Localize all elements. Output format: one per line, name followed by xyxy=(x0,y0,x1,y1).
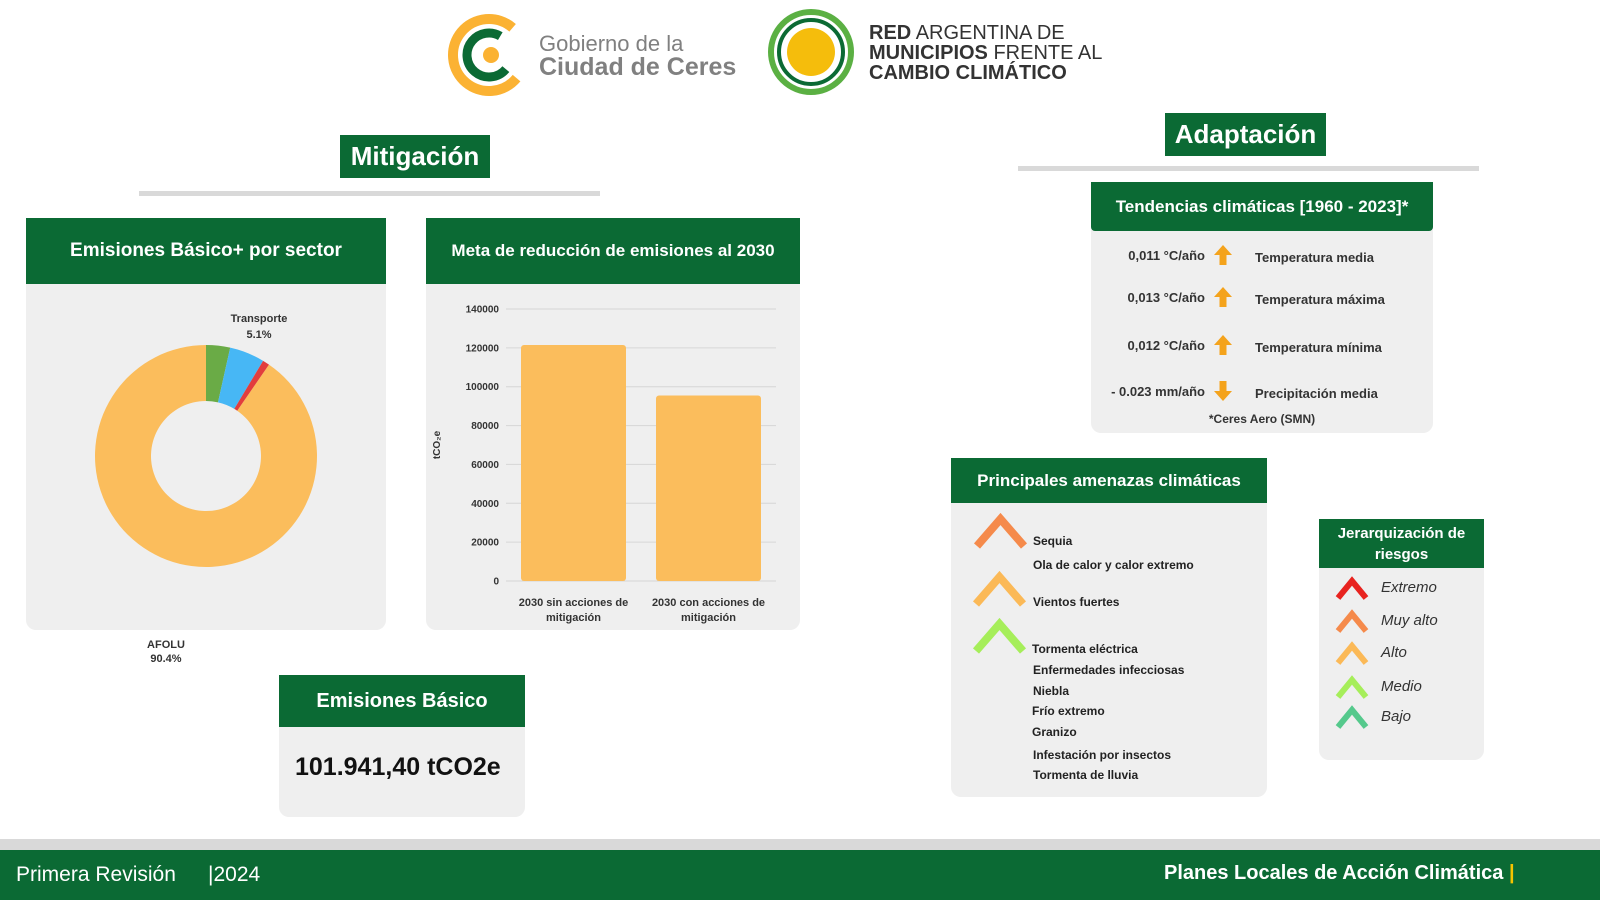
footer-revision: Primera Revisión xyxy=(16,863,176,886)
bar-2 xyxy=(656,395,761,581)
footer-year: |2024 xyxy=(208,863,261,886)
climate-threats-panel xyxy=(951,458,1267,797)
trend-label: Temperatura máxima xyxy=(1255,292,1385,307)
threat-item: Tormenta eléctrica xyxy=(1032,642,1138,656)
threat-item: Ola de calor y calor extremo xyxy=(1033,558,1194,572)
donut-label-transporte: Transporte xyxy=(230,313,288,325)
basic-emissions-title: Emisiones Básico xyxy=(279,675,525,727)
city-logo-mark-icon xyxy=(447,13,531,97)
y-tick-label: 20000 xyxy=(471,537,499,549)
risk-label: Bajo xyxy=(1381,708,1412,725)
city-logo xyxy=(447,13,757,97)
climate-trends-title: Tendencias climáticas [1960 - 2023]* xyxy=(1091,182,1433,231)
risk-triangle-icon xyxy=(1335,705,1369,733)
y-tick-label: 40000 xyxy=(471,498,499,510)
x-category-label: mitigación xyxy=(545,612,602,624)
footer-bar xyxy=(0,850,1600,900)
y-axis-label: tCO₂e xyxy=(432,430,443,460)
threat-item: Vientos fuertes xyxy=(1033,595,1120,609)
mitigation-divider xyxy=(139,191,600,196)
climate-threats-title: Principales amenazas climáticas xyxy=(951,458,1267,503)
risk-hierarchy-panel xyxy=(1319,519,1484,760)
basic-emissions-value: 101.941,40 tCO2e xyxy=(295,753,501,781)
threat-item: Enfermedades infecciosas xyxy=(1033,663,1185,677)
risk-level-medio xyxy=(1319,673,1484,701)
high-risk-icon xyxy=(972,571,1027,607)
network-logo xyxy=(767,8,1107,98)
risk-triangle-icon xyxy=(1335,576,1369,604)
reduction-target-panel-title: Meta de reducción de emisiones al 2030 xyxy=(426,218,800,284)
y-tick-label: 0 xyxy=(493,576,499,588)
x-category-label: 2030 sin acciones de xyxy=(518,597,629,609)
risk-hierarchy-title: Jerarquización de riesgos xyxy=(1319,519,1484,568)
trend-label: Temperatura media xyxy=(1255,250,1374,265)
x-category-label: 2030 con acciones de xyxy=(651,597,766,609)
y-tick-label: 100000 xyxy=(465,382,499,394)
risk-level-alto xyxy=(1319,639,1484,667)
risk-triangle-icon xyxy=(1335,641,1369,669)
trend-value: 0,013 °C/año xyxy=(1127,290,1205,305)
city-logo-line2: Ciudad de Ceres xyxy=(539,53,737,81)
reduction-target-panel xyxy=(426,218,800,630)
donut-pct-transporte: 5.1% xyxy=(246,329,272,341)
y-tick-label: 120000 xyxy=(465,343,499,355)
network-logo-line2-bold: MUNICIPIOS xyxy=(869,42,988,64)
trend-row xyxy=(1091,338,1433,358)
reduction-bar-chart xyxy=(426,284,800,630)
trend-row xyxy=(1091,290,1433,310)
threat-item: Frío extremo xyxy=(1032,704,1105,718)
footer-program-bar: | xyxy=(1508,862,1515,884)
network-logo-line3: CAMBIO CLIMÁTICO xyxy=(869,62,1067,84)
x-category-label: mitigación xyxy=(680,612,737,624)
donut-pct-afolu: 90.4% xyxy=(150,653,182,665)
risk-level-bajo xyxy=(1319,703,1484,731)
sector-emissions-panel xyxy=(26,218,386,665)
footer-top-stripe xyxy=(0,839,1600,850)
climate-trends-source: *Ceres Aero (SMN) xyxy=(1208,412,1316,426)
very-high-risk-icon xyxy=(973,513,1028,549)
arrow-down-icon xyxy=(1213,380,1233,405)
network-logo-line2-rest: FRENTE AL xyxy=(993,42,1103,64)
sun-logo-icon xyxy=(767,8,855,96)
trend-row xyxy=(1091,384,1433,404)
city-logo-line1: Gobierno de la xyxy=(539,31,684,56)
network-logo-line1-rest: ARGENTINA DE xyxy=(915,22,1065,44)
risk-triangle-icon xyxy=(1335,675,1369,703)
footer-program xyxy=(1164,862,1515,885)
y-tick-label: 60000 xyxy=(471,459,499,471)
trend-label: Temperatura mínima xyxy=(1255,340,1382,355)
risk-label: Alto xyxy=(1381,644,1407,661)
risk-label: Muy alto xyxy=(1381,612,1438,629)
trend-value: 0,011 °C/año xyxy=(1128,248,1205,263)
trend-label: Precipitación media xyxy=(1255,386,1378,401)
adaptation-divider xyxy=(1018,166,1479,171)
climate-trends-panel xyxy=(1091,182,1433,433)
threat-item: Granizo xyxy=(1032,725,1077,739)
medium-risk-icon xyxy=(972,618,1027,654)
arrow-up-icon xyxy=(1213,244,1233,269)
sector-donut-chart xyxy=(26,284,386,665)
sector-emissions-panel-title: Emisiones Básico+ por sector xyxy=(26,218,386,284)
trend-value: 0,012 °C/año xyxy=(1127,338,1205,353)
threat-item: Infestación por insectos xyxy=(1033,748,1172,762)
footer-program-title: Planes Locales de Acción Climática xyxy=(1164,862,1504,884)
adaptation-title: Adaptación xyxy=(1165,113,1326,156)
bar-1 xyxy=(521,345,626,581)
threat-item: Sequia xyxy=(1033,534,1073,548)
y-tick-label: 140000 xyxy=(465,304,499,316)
arrow-up-icon xyxy=(1213,286,1233,311)
risk-level-extremo xyxy=(1319,574,1484,602)
trend-value: - 0.023 mm/año xyxy=(1111,384,1205,399)
threat-item: Niebla xyxy=(1033,684,1070,698)
risk-label: Medio xyxy=(1381,678,1422,695)
trend-row xyxy=(1091,248,1433,268)
risk-triangle-icon xyxy=(1335,609,1369,637)
risk-label: Extremo xyxy=(1381,579,1437,596)
mitigation-title: Mitigación xyxy=(340,135,490,178)
basic-emissions-panel xyxy=(279,675,525,817)
y-tick-label: 80000 xyxy=(471,421,499,433)
arrow-up-icon xyxy=(1213,334,1233,359)
risk-level-muy-alto xyxy=(1319,607,1484,635)
threat-item: Tormenta de lluvia xyxy=(1033,768,1139,782)
donut-label-afolu: AFOLU xyxy=(147,639,185,651)
network-logo-line1-bold: RED xyxy=(869,22,912,44)
